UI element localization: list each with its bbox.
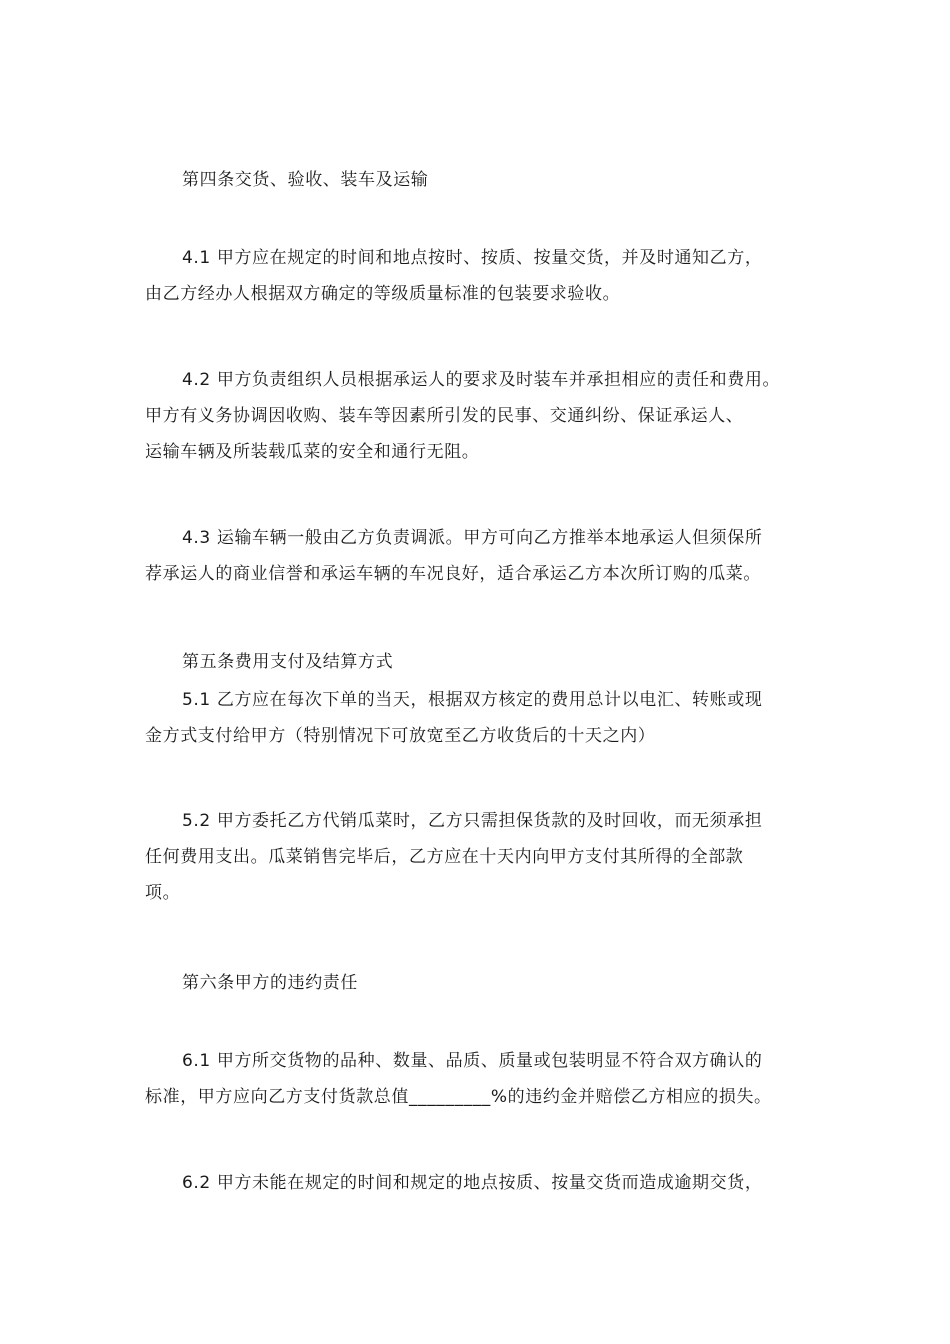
heading-text: 第四条交货、验收、装车及运输 bbox=[182, 170, 429, 190]
paragraph-line: 甲方有义务协调因收购、装车等因素所引发的民事、交通纠纷、保证承运人、 bbox=[145, 406, 744, 426]
paragraph-4-3 bbox=[145, 520, 825, 592]
paragraph-line: 项。 bbox=[145, 883, 181, 903]
paragraph-line: 标准，甲方应向乙方支付货款总值_________%的违约金并赔偿乙方相应的损失。 bbox=[145, 1087, 772, 1107]
paragraph-line: 6.2 甲方未能在规定的时间和规定的地点按质、按量交货而造成逾期交货， bbox=[182, 1173, 763, 1193]
article-6-heading bbox=[145, 965, 825, 1001]
paragraph-5-2 bbox=[145, 803, 825, 911]
paragraph-6-1 bbox=[145, 1043, 825, 1115]
paragraph-line: 4.3 运输车辆一般由乙方负责调派。甲方可向乙方推举本地承运人但须保所 bbox=[182, 528, 763, 548]
paragraph-line: 由乙方经办人根据双方确定的等级质量标准的包装要求验收。 bbox=[145, 284, 621, 304]
heading-text: 第五条费用支付及结算方式 bbox=[182, 652, 394, 672]
paragraph-4-2 bbox=[145, 362, 825, 470]
paragraph-line: 5.2 甲方委托乙方代销瓜菜时，乙方只需担保货款的及时回收，而无须承担 bbox=[182, 811, 763, 831]
paragraph-line: 金方式支付给甲方（特别情况下可放宽至乙方收货后的十天之内） bbox=[145, 726, 656, 746]
paragraph-line: 运输车辆及所装载瓜菜的安全和通行无阻。 bbox=[145, 442, 480, 462]
paragraph-5-1 bbox=[145, 682, 825, 754]
article-4-heading bbox=[145, 162, 825, 198]
paragraph-4-1 bbox=[145, 240, 825, 312]
paragraph-line: 4.2 甲方负责组织人员根据承运人的要求及时装车并承担相应的责任和费用。 bbox=[182, 370, 781, 390]
paragraph-line: 4.1 甲方应在规定的时间和地点按时、按质、按量交货，并及时通知乙方， bbox=[182, 248, 763, 268]
article-5-heading bbox=[145, 644, 825, 680]
paragraph-line: 任何费用支出。瓜菜销售完毕后，乙方应在十天内向甲方支付其所得的全部款 bbox=[145, 847, 744, 867]
paragraph-line: 5.1 乙方应在每次下单的当天，根据双方核定的费用总计以电汇、转账或现 bbox=[182, 690, 763, 710]
heading-text: 第六条甲方的违约责任 bbox=[182, 973, 358, 993]
paragraph-6-2 bbox=[145, 1165, 825, 1201]
paragraph-line: 荐承运人的商业信誉和承运车辆的车况良好，适合承运乙方本次所订购的瓜菜。 bbox=[145, 564, 761, 584]
paragraph-line: 6.1 甲方所交货物的品种、数量、品质、质量或包装明显不符合双方确认的 bbox=[182, 1051, 763, 1071]
